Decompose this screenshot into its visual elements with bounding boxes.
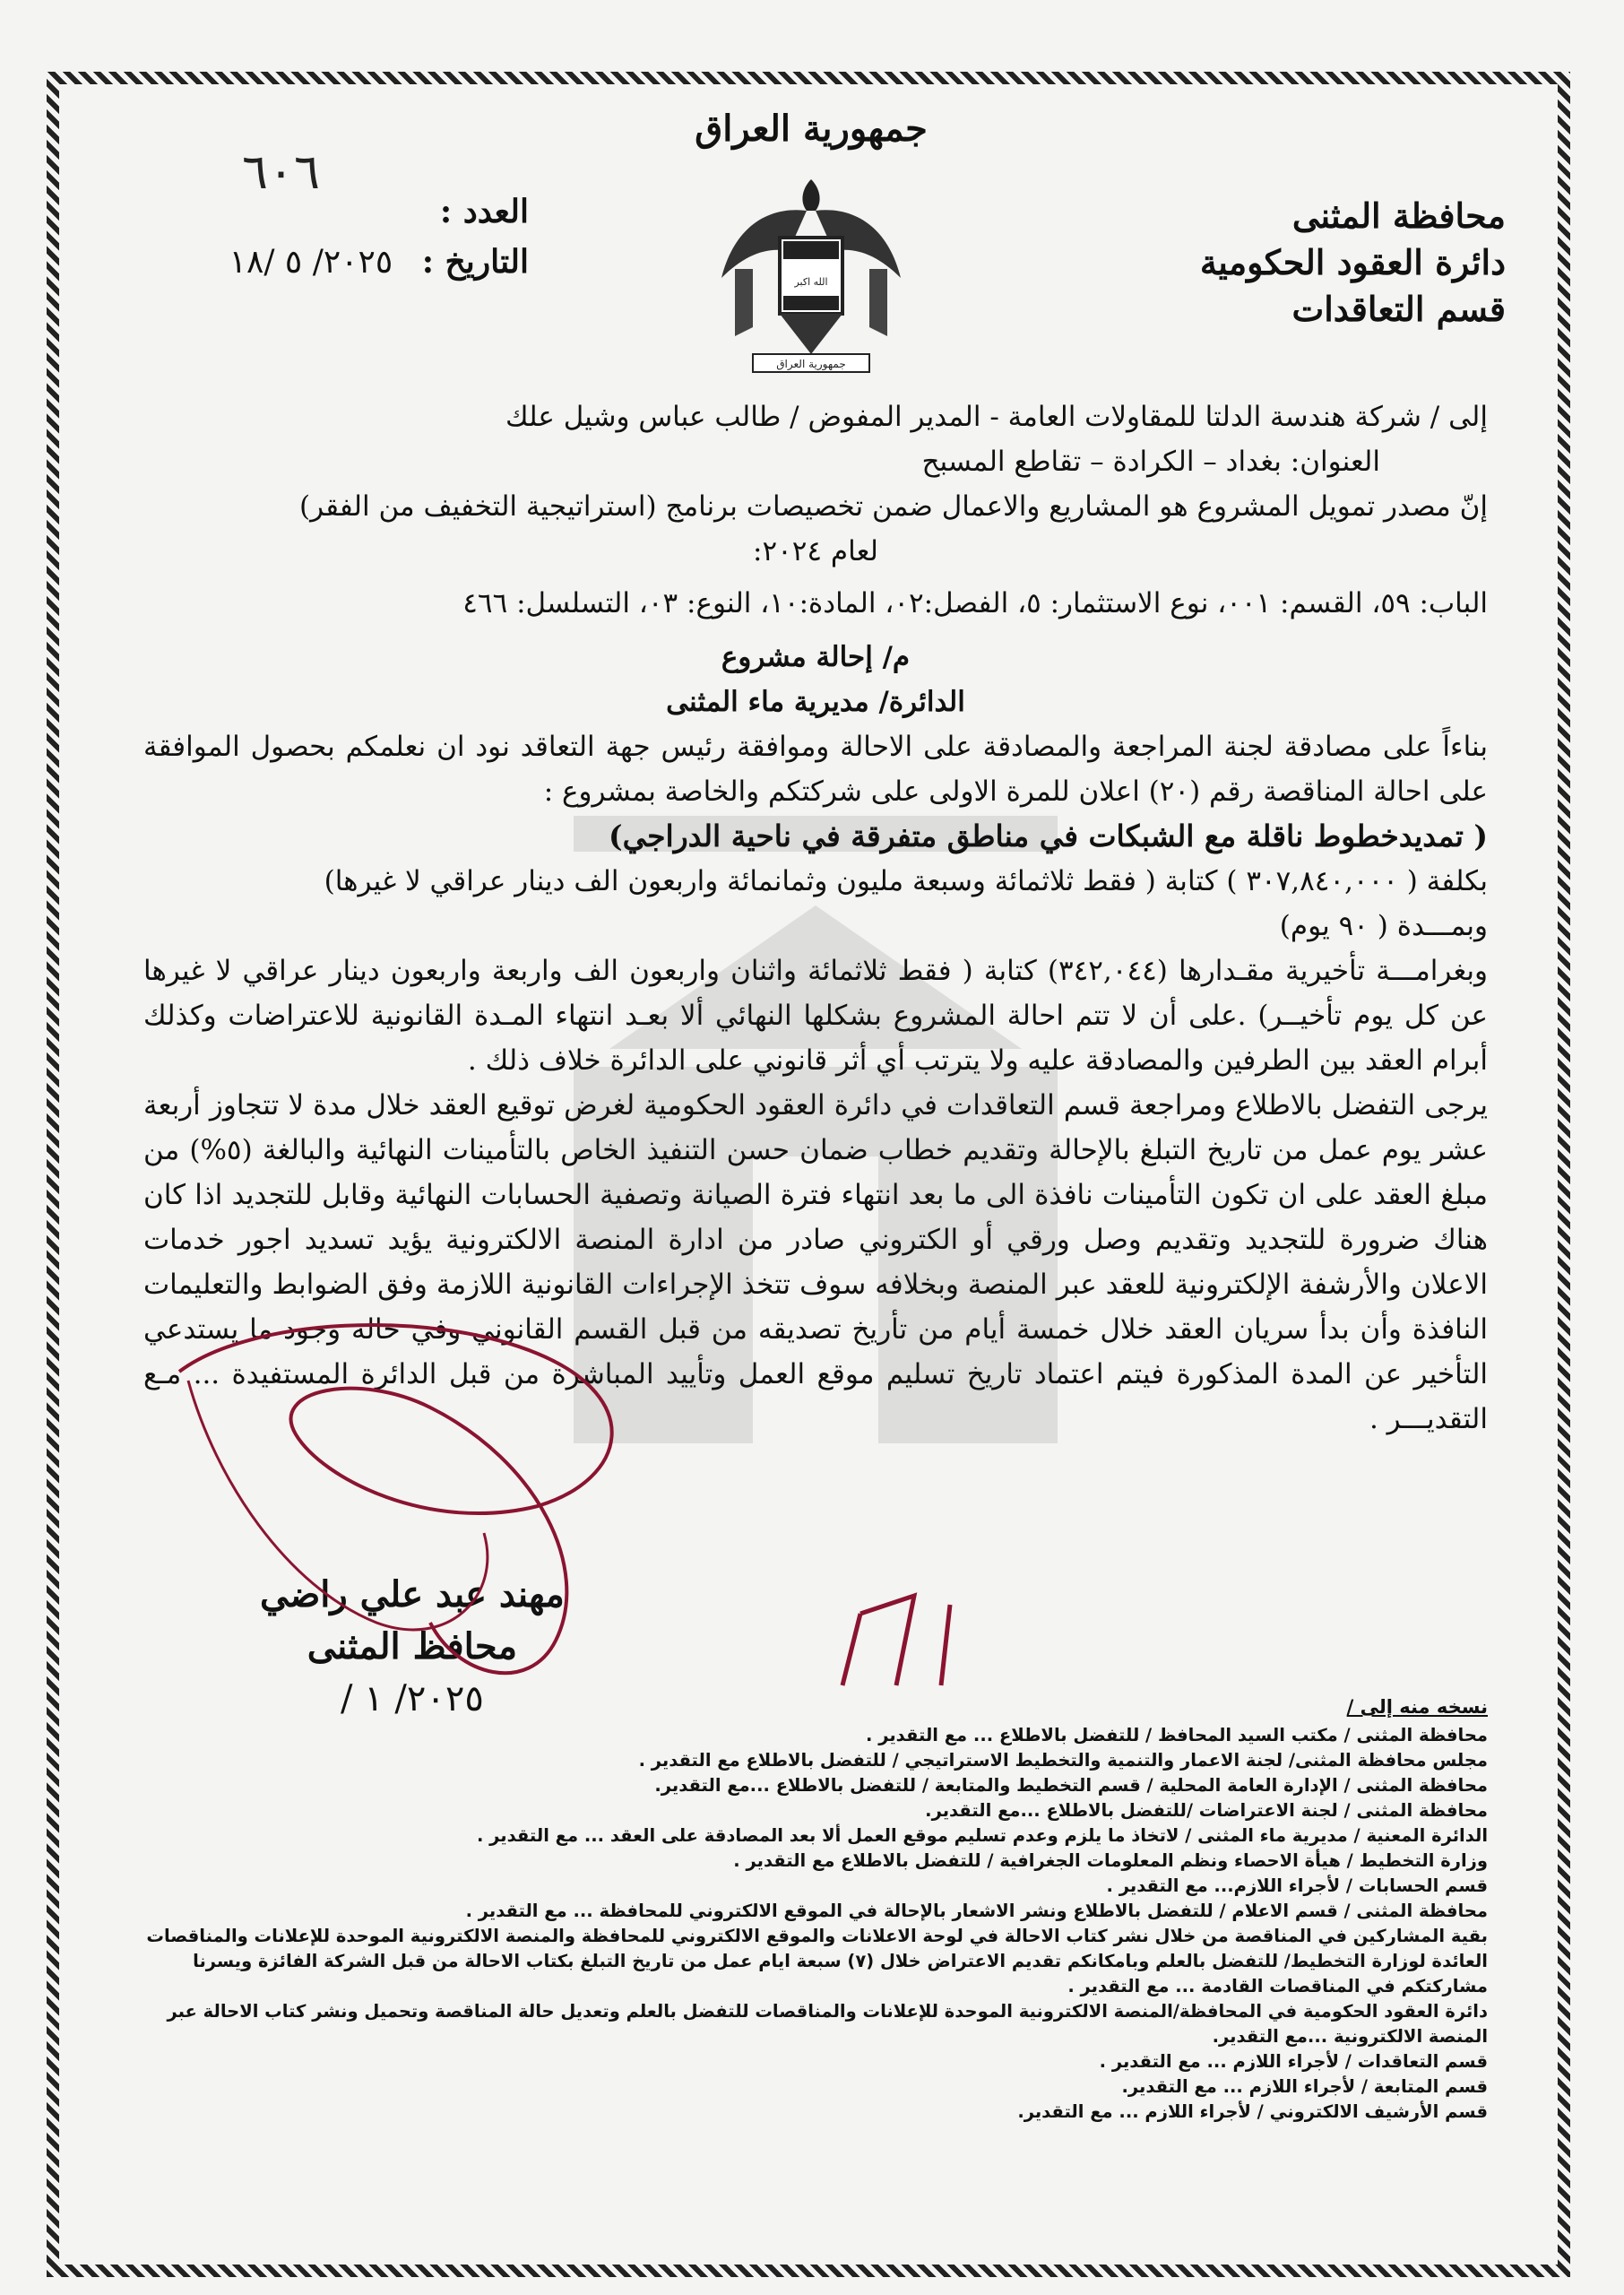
document	[99, 108, 1524, 2259]
org-line-3: قسم التعاقدات	[1291, 289, 1506, 329]
address-line: العنوان: بغداد – الكرادة – تقاطع المسبح	[921, 446, 1380, 478]
recipient-line: إلى / شركة هندسة الدلتا للمقاولات العامة - المدير المفوض / طالب عباس وشيل علك	[505, 401, 1488, 433]
copy-recipient: الدائرة المعنية / مديرية ماء المثنى / لاتخاذ ما يلزم وعدم تسليم موقع العمل ألا بعد المصادقة على العقد ... مع التقدير .	[476, 1825, 1488, 1846]
signatory-title: محافظ المثنى	[307, 1625, 518, 1667]
penalty-paragraph: وبغرامـــة تأخيرية مقـدارها (٣٤٢,٠٤٤) كتابة ( فقط ثلاثمائة واثنان واربعون الف واربعة واربعون دينار عراقي لا غيرها عن كل يوم تأخيــر) .على أن لا تتم احالة المشروع بشكلها النهائي ألا بعـد انتهاء المـدة القانونية للاعتراضات وكذلك أبرام العقد بين الطرفين والمصادقة عليه ولا يترتب أي أثر قانوني على الدائرة خلاف ذلك .	[143, 955, 1488, 1077]
signature-date: ٢٠٢٥/ ١ /	[341, 1678, 484, 1719]
copy-recipient: قسم الحسابات / لأجراء اللازم... مع التقدير .	[1106, 1875, 1488, 1896]
copy-recipient: وزارة التخطيط / هيأة الاحصاء ونظم المعلومات الجغرافية / للتفضل بالاطلاع مع التقدير .	[733, 1850, 1488, 1871]
handwritten-signature	[161, 1300, 1147, 1712]
org-line-2: دائرة العقود الحكومية	[1199, 242, 1506, 282]
copy-recipient: بقية المشاركين في المناقصة من خلال نشر كتاب الاحالة في لوحة الاعلانات والموقع الالكتروني للمحافظة والمنصة الالكترونية الموحدة للإعلانات والمناقصات العائدة لوزارة التخطيط/ للتفضل بالعلم وبامكانكم تقديم الاعتراض خلال (٧) سبعة ايام عمل من تاريخ التبلغ بكتاب الاحالة من قبل الشركة الفائزة ويسرنا مشاركتكم في المناقصات القادمة ... مع التقدير .	[146, 1926, 1488, 1996]
department-line: الدائرة/ مديرية ماء المثنى	[666, 686, 965, 718]
copy-recipient: قسم المتابعة / لأجراء اللازم ... مع التقدير.	[1121, 2076, 1488, 2097]
emblem-motto: الله اكبر	[794, 276, 828, 288]
copies-title: نسخه منه إلى /	[1346, 1696, 1488, 1718]
org-line-1: محافظة المثنى	[1291, 195, 1506, 236]
subject-line: م/ إحالة مشروع	[721, 641, 911, 673]
instructions-paragraph: يرجى التفضل بالاطلاع ومراجعة قسم التعاقدات في دائرة العقود الحكومية لغرض توقيع العقد خلال مدة لا تتجاوز أربعة عشر يوم عمل من تاريخ التبلغ بالإحالة وتقديم خطاب ضمان حسن التنفيذ الخاص بالتأمينات النهائية والبالغة (٥%) من مبلغ العقد على ان تكون التأمينات نافذة الى ما بعد انتهاء فترة الصيانة وتصفية الحسابات النهائية وقابل للتجديد اذا كان هناك ضرورة للتجديد وتقديم وصل ورقي أو الكتروني صادر من ادارة المنصة الالكترونية يؤيد تسديد اجور خدمات الاعلان والأرشفة الإلكترونية للعقد عبر المنصة وبخلافه سوف تتخذ الإجراءات القانونية اللازمة وفق الضوابط والتعليمات النافذة وأن بدأ سريان العقد خلال خمسة أيام من تأريخ تصديقه من قبل القسم القانوني وفي حالة وجود ما يستدعي التأخير عن المدة المذكورة فيتم اعتماد تاريخ تسليم موقع العمل وتأييد المباشرة من قبل الدائرة المستفيدة ... مـع التقديـــر .	[143, 1089, 1488, 1435]
copy-recipient: مجلس محافظة المثنى/ لجنة الاعمار والتنمية والتخطيط الاستراتيجي / للتفضل بالاطلاع مع التقدير .	[638, 1750, 1488, 1771]
emblem-caption: جمهورية العراق	[776, 358, 846, 370]
project-title: ( تمديدخطوط ناقلة مع الشبكات في مناطق متفرقة في ناحية الدراجي)	[609, 818, 1488, 853]
document-meta	[152, 193, 529, 293]
issuing-authority	[1129, 193, 1506, 333]
letter-body	[143, 394, 1488, 1442]
copies-list	[143, 1694, 1488, 2125]
cost-line: بكلفة ( ٣٠٧,٨٤٠,٠٠٠ ) كتابة ( فقط ثلاثمائة وسبعة مليون وثمانمائة واربعون الف دينار عراقي لا غيرها)	[324, 865, 1488, 897]
copies-items	[143, 1723, 1488, 2125]
date-row	[152, 243, 529, 293]
iraq-eagle-emblem	[717, 170, 905, 377]
copy-recipient: دائرة العقود الحكومية في المحافظة/المنصة الالكترونية الموحدة للإعلانات والمناقصات للتفضل بالعلم وتعديل حالة المناقصة وتحميل ونشر كتاب الاحالة عبر المنصة الالكترونية ...مع التقدير.	[167, 2001, 1488, 2047]
number-label: العدد :	[439, 193, 529, 230]
copy-recipient: قسم التعاقدات / لأجراء اللازم ... مع التقدير .	[1099, 2051, 1488, 2072]
copy-recipient: محافظة المثنى / الإدارة العامة المحلية / قسم التخطيط والمتابعة / للتفضل بالاطلاع ...مع التقدير.	[654, 1775, 1488, 1796]
handwritten-number: ٦٠٦	[242, 143, 321, 200]
budget-line: الباب: ٥٩، القسم: ٠٠١، نوع الاستثمار: ٥، الفصل:٠٢، المادة:١٠، النوع: ٠٣، التسلسل: ٤٦٦	[462, 587, 1488, 619]
copy-recipient: قسم الأرشيف الالكتروني / لأجراء اللازم ... مع التقدير.	[1017, 2101, 1488, 2122]
date-label: التاريخ :	[421, 243, 529, 281]
funding-line: إنّ مصدر تمويل المشروع هو المشاريع والاعمال ضمن تخصيصات برنامج (استراتيجية التخفيف من الفقر)	[298, 490, 1488, 523]
copy-recipient: محافظة المثنى / لجنة الاعتراضات /للتفضل بالاطلاع ...مع التقدير.	[925, 1800, 1488, 1821]
duration-line: وبمـــدة ( ٩٠ يوم)	[1279, 910, 1488, 942]
funding-year: لعام ٢٠٢٤:	[753, 535, 878, 567]
copy-recipient: محافظة المثنى / مكتب السيد المحافظ / للتفضل بالاطلاع ... مع التقدير .	[866, 1725, 1488, 1745]
date-value: ٢٠٢٥/ ٥ /١٨	[229, 244, 393, 281]
approval-paragraph: بناءاً على مصادقة لجنة المراجعة والمصادقة على الاحالة وموافقة رئيس جهة التعاقد نود ان نعلمكم بحصول الموافقة على احالة المناقصة رقم (٢٠) اعلان للمرة الاولى على شركتكم والخاصة بمشروع :	[143, 731, 1488, 808]
copy-recipient: محافظة المثنى / قسم الاعلام / للتفضل بالاطلاع ونشر الاشعار بالإحالة في الموقع الالكتروني للمحافظة ... مع التقدير .	[465, 1901, 1488, 1921]
country-title: جمهورية العراق	[695, 108, 928, 150]
number-row	[152, 193, 529, 243]
signatory-name: مهند عبد علي راضي	[260, 1573, 565, 1615]
